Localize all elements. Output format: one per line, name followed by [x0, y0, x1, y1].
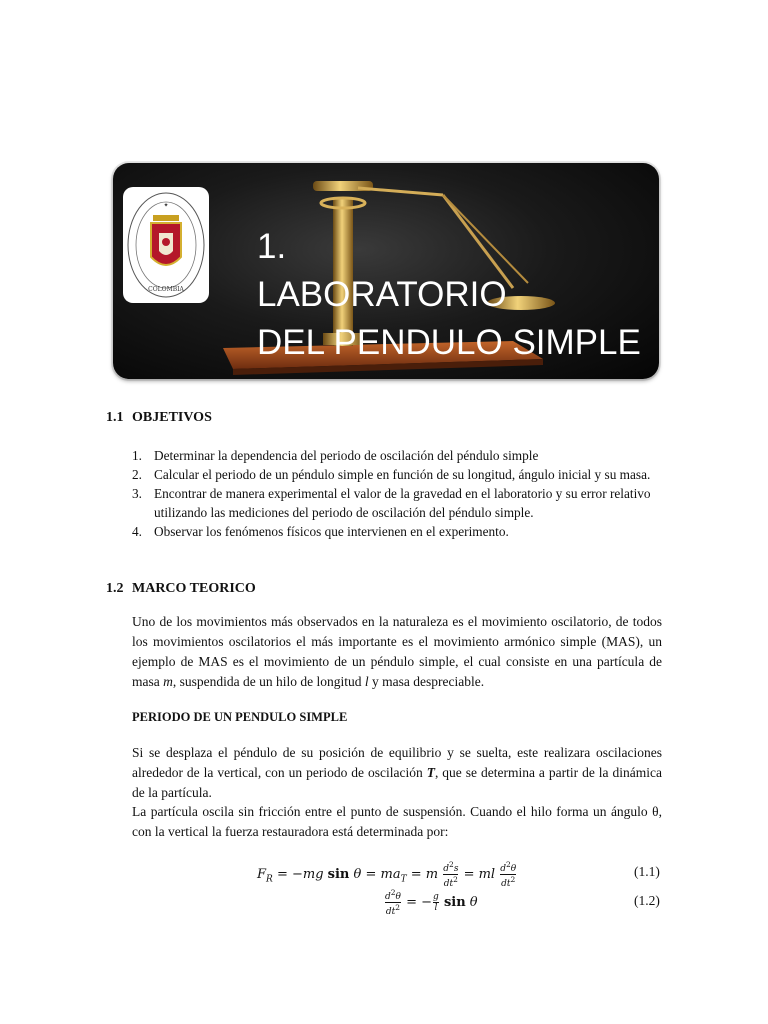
objectives-list [132, 446, 662, 541]
equation-number: (1.2) [634, 893, 660, 908]
equation-1-1: $F_R = -mg$ $\sin \theta = ma_T = m$ $\frac{d^2s}{dt^2}$ = ml $\frac{d^2\theta}{dt^2}$ [257, 860, 517, 889]
banner-title-line2: DEL PENDULO SIMPLE [257, 323, 641, 362]
equation-1-2: $\frac{d^2\theta}{dt^2}$ = − $\frac{g}{l}$ sin θ [385, 888, 478, 917]
title-banner [113, 163, 659, 379]
list-item: 2. Calcular el periodo de un péndulo simple en función de su longitud, ángulo inicial y su masa. [132, 467, 651, 482]
list-item: 4. Observar los fenómenos físicos que intervienen en el experimento. [132, 524, 509, 539]
pendulum-paragraph: Si se desplaza el péndulo de su posición de equilibrio y se suelta, este realizara oscilaciones alrededor de la vertical, con un periodo de oscilación T, que se determina a partir de la dinámica de la partícula. [132, 745, 662, 800]
list-item: 3. Encontrar de manera experimental el valor de la gravedad en el laboratorio y su error relativo utilizando las mediciones del periodo de oscilación del péndulo simple. [132, 486, 651, 520]
section-heading-marco-teorico: 1.2 MARCO TEORICO [106, 581, 256, 596]
chapter-number: 1. [257, 227, 287, 266]
banner-title-line1: LABORATORIO [257, 275, 507, 314]
intro-paragraph: Uno de los movimientos más observados en la naturaleza es el movimiento oscilatorio, de todos los movimientos oscilatorios el más importante es el movimiento armónico simple (MAS), un ejemplo de MAS es el movimiento de un péndulo simple, el cual consiste en una partícula de masa m, suspendida de un hilo de longitud l y masa despreciable. [132, 614, 662, 689]
university-logo [123, 187, 209, 303]
list-item: 1. Determinar la dependencia del periodo de oscilación del péndulo simple [132, 448, 539, 463]
svg-text:✦: ✦ [163, 202, 169, 209]
subheading-periodo: PERIODO DE UN PENDULO SIMPLE [132, 710, 348, 724]
svg-text:COLOMBIA: COLOMBIA [148, 286, 184, 293]
section-heading-objetivos: 1.1 OBJETIVOS [106, 410, 212, 425]
equation-number: (1.1) [634, 864, 660, 879]
force-paragraph: La partícula oscila sin fricción entre el punto de suspensión. Cuando el hilo forma un ángulo θ, con la vertical la fuerza restauradora está determinada por: [132, 804, 662, 839]
banner-title [257, 223, 647, 367]
